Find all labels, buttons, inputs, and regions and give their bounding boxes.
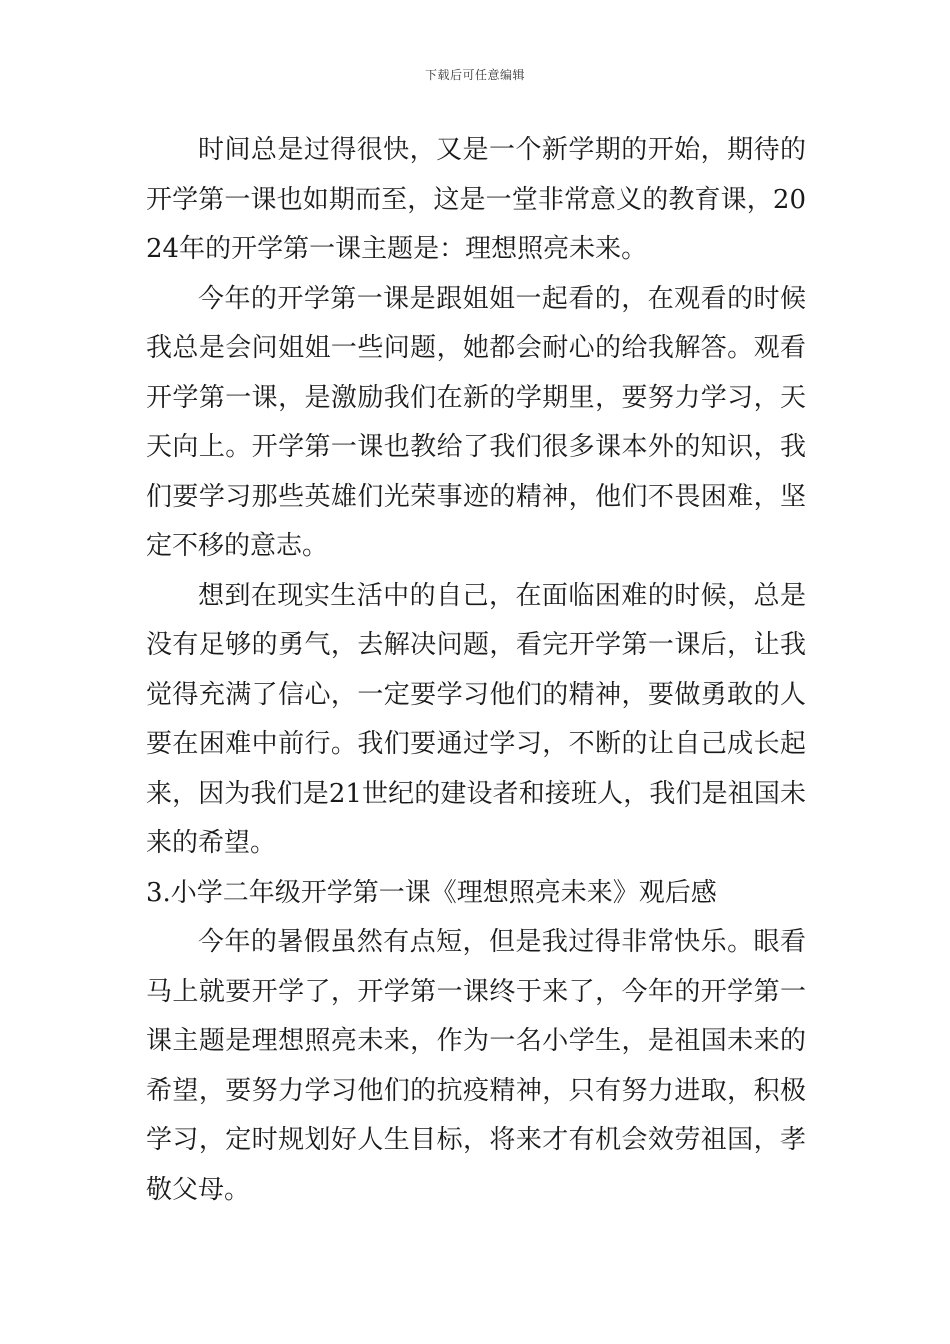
- body-paragraph: 今年的开学第一课是跟姐姐一起看的，在观看的时候我总是会问姐姐一些问题，她都会耐心的给我解答。观看开学第一课，是激励我们在新的学期里，要努力学习，天天向上。开学第一课也教给了我们很多课本外的知识，我们要学习那些英雄们光荣事迹的精神，他们不畏困难，坚定不移的意志。: [146, 283, 806, 561]
- body-paragraph: 想到在现实生活中的自己，在面临困难的时候，总是没有足够的勇气，去解决问题，看完开学第一课后，让我觉得充满了信心，一定要学习他们的精神，要做勇敢的人要在困难中前行。我们要通过学习，不断的让自己成长起来，因为我们是21世纪的建设者和接班人，我们是祖国未来的希望。: [146, 580, 806, 858]
- header-note: 下载后可任意编辑: [424, 68, 525, 82]
- body-paragraph: 今年的暑假虽然有点短，但是我过得非常快乐。眼看马上就要开学了，开学第一课终于来了，今年的开学第一课主题是理想照亮未来，作为一名小学生，是祖国未来的希望，要努力学习他们的抗疫精神，只有努力进取，积极学习，定时规划好人生目标，将来才有机会效劳祖国，孝敬父母。: [146, 927, 806, 1205]
- document-body: [146, 126, 806, 1215]
- section-heading: 3.小学二年级开学第一课《理想照亮未来》观后感: [146, 877, 717, 908]
- body-paragraph: 时间总是过得很快，又是一个新学期的开始，期待的开学第一课也如期而至，这是一堂非常意义的教育课，2024年的开学第一课主题是：理想照亮未来。: [146, 135, 806, 264]
